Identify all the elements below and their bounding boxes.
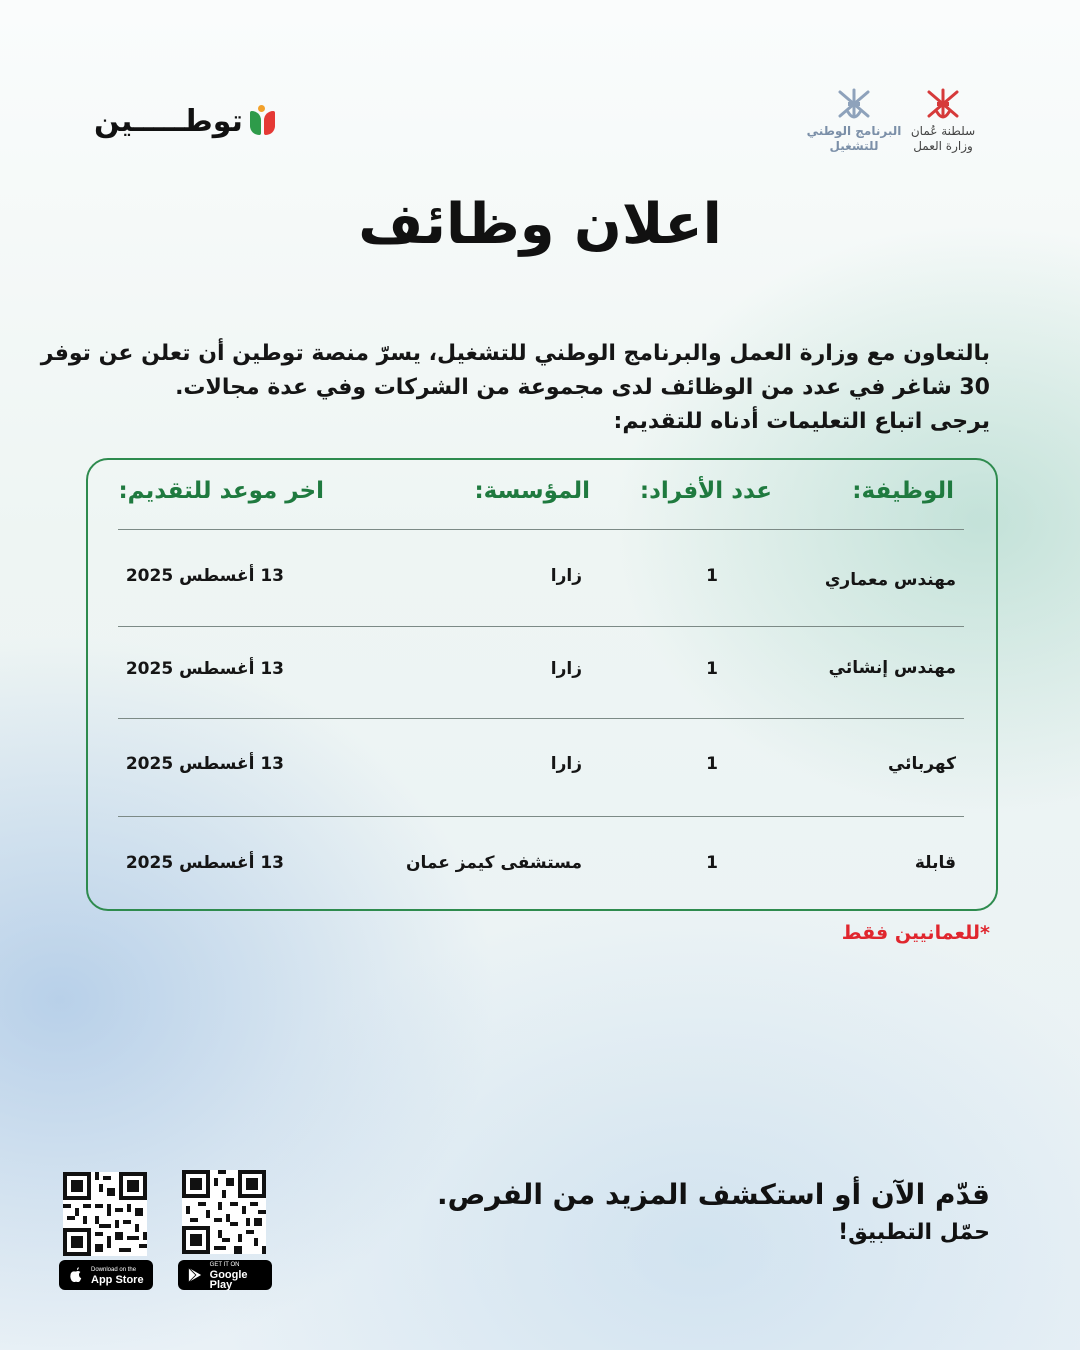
header-count: عدد الأفراد: [639, 478, 772, 504]
play-icon [186, 1266, 204, 1284]
header-deadline: اخر موعد للتقديم: [118, 478, 324, 504]
program-emblem-icon [834, 86, 874, 124]
intro-paragraph [40, 337, 990, 439]
row-1-count: 1 [706, 566, 718, 586]
row-2-count: 1 [706, 659, 718, 679]
table-divider [118, 816, 964, 817]
app-store-label: App Store [91, 1274, 144, 1286]
oman-emblem-icon [923, 86, 963, 124]
row-4-org: مستشفى كيمز عمان [405, 853, 582, 873]
row-3-job: كهربائي [887, 754, 956, 774]
table-divider [118, 529, 964, 530]
apple-icon [67, 1266, 85, 1284]
ministry-logo-line1: سلطنة عُمان [910, 124, 976, 138]
jobs-table [86, 458, 998, 911]
row-1-org: زارا [550, 566, 582, 586]
table-divider [118, 718, 964, 719]
brand-logo [94, 104, 275, 139]
google-play-badge[interactable] [178, 1260, 272, 1290]
row-2-deadline: 13 أغسطس 2025 [125, 659, 284, 679]
row-3-org: زارا [550, 754, 582, 774]
brand-mark-icon [249, 107, 275, 137]
row-2-org: زارا [550, 659, 582, 679]
intro-line-3: يرجى اتباع التعليمات أدناه للتقديم: [613, 409, 990, 434]
google-play-small-label: GET IT ON [209, 1262, 240, 1268]
program-logo-line1: البرنامج الوطني [806, 124, 902, 138]
row-4-deadline: 13 أغسطس 2025 [125, 853, 284, 873]
cta-heading: قدّم الآن أو استكشف المزيد من الفرص. [436, 1178, 990, 1211]
row-4-count: 1 [706, 853, 718, 873]
header-org: المؤسسة: [474, 478, 590, 504]
program-logo [800, 86, 908, 154]
ministry-logo [908, 86, 978, 154]
header-job: الوظيفة: [852, 478, 954, 504]
program-logo-line2: للتشغيل [829, 139, 879, 153]
row-3-count: 1 [706, 754, 718, 774]
page-title: اعلان وظائف [358, 192, 722, 257]
google-play-qr-code[interactable] [182, 1170, 266, 1254]
table-divider [118, 626, 964, 627]
row-1-job: مهندس معماري [824, 570, 956, 590]
intro-line-1: بالتعاون مع وزارة العمل والبرنامج الوطني للتشغيل، يسرّ منصة توطين أن تعلن عن توفر [40, 341, 990, 366]
google-play-label: Google Play [209, 1269, 248, 1291]
row-4-job: قابلة [914, 853, 956, 873]
row-2-job: مهندس إنشائي [828, 658, 956, 678]
app-store-small-label: Download on the [91, 1267, 137, 1273]
app-store-badge[interactable] [59, 1260, 153, 1290]
intro-line-2: 30 شاغر في عدد من الوظائف لدى مجموعة من الشركات وفي عدة مجالات. [175, 375, 990, 400]
omanis-only-note: *للعمانيين فقط [841, 922, 990, 944]
row-1-deadline: 13 أغسطس 2025 [125, 566, 284, 586]
row-3-deadline: 13 أغسطس 2025 [125, 754, 284, 774]
app-store-qr-code[interactable] [63, 1172, 147, 1256]
brand-name: توطـــــين [94, 104, 243, 139]
cta-subheading: حمّل التطبيق! [838, 1220, 990, 1245]
ministry-logo-line2: وزارة العمل [913, 139, 973, 153]
